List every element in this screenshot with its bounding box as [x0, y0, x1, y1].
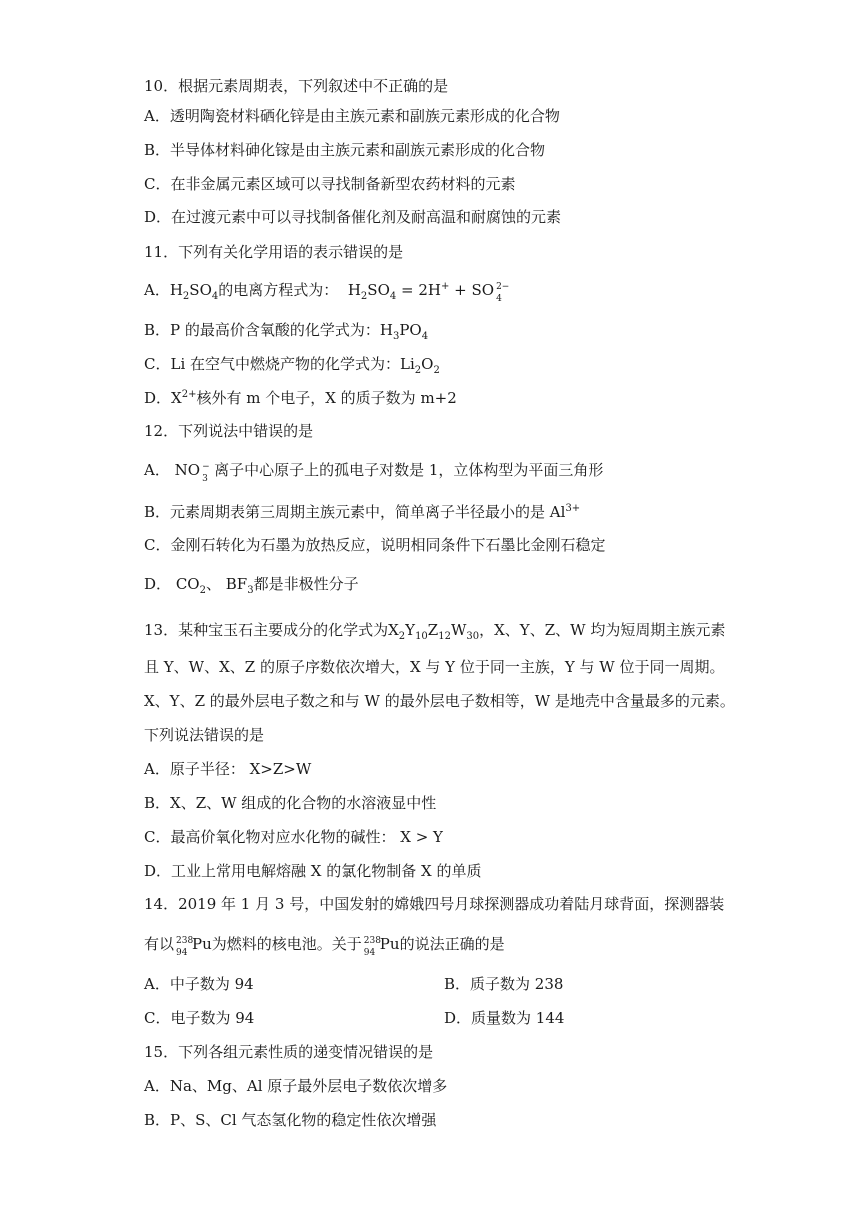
q14-stem-line1: 14．2019 年 1 月 3 号，中国发射的嫦娥四号月球探测器成功着陆月球背面，探测器装: [144, 895, 725, 913]
q15-stem: 15．下列各组元素性质的递变情况错误的是: [144, 1043, 434, 1061]
q15-option-a: A．Na、Mg、Al 原子最外层电子数依次增多: [144, 1077, 448, 1095]
q14-option-a: A．中子数为 94: [144, 975, 254, 993]
q13-stem-line3: X、Y、Z 的最外层电子数之和与 W 的最外层电子数相等，W 是地壳中含量最多的元素。: [144, 692, 735, 710]
q15-option-b: B．P、S、Cl 气态氢化物的稳定性依次增强: [144, 1111, 437, 1129]
q12-stem: 12．下列说法中错误的是: [144, 422, 314, 440]
q10-option-c: C．在非金属元素区域可以寻找制备新型农药材料的元素: [144, 175, 516, 193]
q14-stem-line2: 有以 238 94 Pu为燃料的核电池。关于 238 94 Pu的说法正确的是: [144, 935, 505, 958]
gem-formula: $X_2Y_{10}Z_{12}W_{30}$: [388, 621, 480, 642]
q13-option-b: B．X、Z、W 组成的化合物的水溶液显中性: [144, 794, 437, 812]
q10-option-b: B．半导体材料砷化镓是由主族元素和副族元素形成的化合物: [144, 141, 546, 159]
q14-option-c: C．电子数为 94: [144, 1009, 255, 1027]
q13-option-d: D．工业上常用电解熔融 X 的氯化物制备 X 的单质: [144, 862, 482, 880]
q13-stem-line2: 且 Y、W、X、Z 的原子序数依次增大，X 与 Y 位于同一主族，Y 与 W 位于同一周期。: [144, 658, 725, 676]
q13-stem-line4: 下列说法错误的是: [144, 726, 265, 744]
q10-stem: 10．根据元素周期表，下列叙述中不正确的是: [144, 77, 449, 95]
q12-option-a: A． NO − 3 离子中心原子上的孤电子对数是 1，立体构型为平面三角形: [144, 461, 604, 484]
q10-option-a: A．透明陶瓷材料硒化锌是由主族元素和副族元素形成的化合物: [144, 107, 560, 125]
q11-option-b: B．P 的最高价含氧酸的化学式为：$H_3PO_4$: [144, 321, 429, 342]
q12-option-c: C．金刚石转化为石墨为放热反应，说明相同条件下石墨比金刚石稳定: [144, 536, 606, 554]
q11-option-c: C．Li 在空气中燃烧产物的化学式为：$Li_2O_2$: [144, 355, 440, 376]
q13-option-a: A．原子半径： X>Z>W: [144, 760, 312, 778]
q14-option-d: D．质量数为 144: [444, 1009, 565, 1027]
q13-option-c: C．最高价氧化物对应水化物的碱性： X > Y: [144, 828, 443, 846]
q11-stem: 11．下列有关化学用语的表示错误的是: [144, 243, 404, 261]
q11-option-d: D．$X^{2+}$核外有 m 个电子，X 的质子数为 m+2: [144, 389, 457, 407]
q14-option-b: B．质子数为 238: [444, 975, 564, 993]
q12-option-b: B．元素周期表第三周期主族元素中，简单离子半径最小的是 $Al^{3+}$: [144, 503, 581, 521]
ionization-equation: $H_2SO_4 = 2H^+$ + SO 2− 4: [347, 281, 510, 304]
q11-option-a: A．$H_2SO_4$的电离方程式为： $H_2SO_4 = 2H^+$ + SO 2− 4: [144, 281, 510, 304]
q13-stem-line1: 13．某种宝玉石主要成分的化学式为$X_2Y_{10}Z_{12}W_{30}$，X、Y、Z、W 均为短周期主族元素: [144, 621, 726, 642]
q12-option-d: D． $CO_2$、 $BF_3$都是非极性分子: [144, 575, 359, 596]
q10-option-d: D．在过渡元素中可以寻找制备催化剂及耐高温和耐腐蚀的元素: [144, 208, 562, 226]
